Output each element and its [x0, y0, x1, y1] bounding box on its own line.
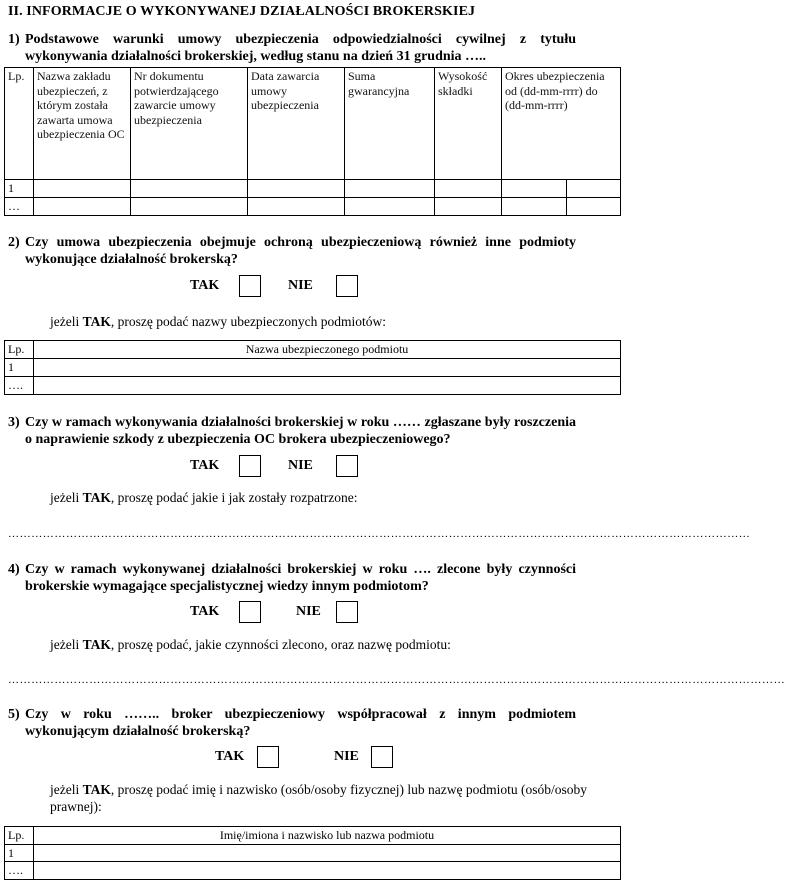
cell-premium[interactable] [435, 180, 502, 198]
col-header-period: Okres ubezpieczenia od (dd-mm-rrrr) do (dd-mm-rrrr) [502, 68, 621, 180]
question-number: 4) [8, 562, 20, 577]
cell-premium[interactable] [435, 198, 502, 216]
question-3 [8, 414, 576, 448]
question-4 [8, 561, 576, 595]
instruction-emphasis: TAK [82, 637, 111, 652]
table-row [5, 862, 621, 880]
col-header-date: Data zawarcia umowy ubezpieczenia [248, 68, 345, 180]
cell-insurer[interactable] [34, 198, 131, 216]
col-header-lp: Lp. [5, 341, 34, 359]
instruction-text: , proszę podać imię i nazwisko (osób/osoby fizycznej) lub nazwę podmiotu (osób/osoby prawnej): [50, 782, 588, 814]
yes-checkbox[interactable] [239, 455, 261, 477]
instruction-emphasis: TAK [82, 782, 111, 797]
question-number: 5) [8, 707, 20, 722]
cell-period-to[interactable] [567, 198, 621, 216]
no-label: NIE [296, 604, 321, 619]
cell-document[interactable] [131, 198, 248, 216]
instruction-emphasis: TAK [82, 490, 111, 505]
col-header-lp: Lp. [5, 827, 34, 845]
question-1 [8, 31, 576, 65]
cell-sum[interactable] [345, 180, 435, 198]
col-header-person-or-entity: Imię/imiona i nazwisko lub nazwa podmiotu [34, 827, 621, 845]
col-header-premium: Wysokość składki [435, 68, 502, 180]
cell-person-or-entity[interactable] [34, 862, 621, 880]
table-row [5, 198, 621, 216]
cell-date[interactable] [248, 180, 345, 198]
question-2 [8, 234, 576, 268]
follow-up-instruction [50, 313, 386, 330]
cell-sum[interactable] [345, 198, 435, 216]
instruction-emphasis: TAK [82, 314, 111, 329]
yes-label: TAK [190, 604, 220, 619]
yes-label: TAK [190, 458, 220, 473]
cell-period-from[interactable] [502, 198, 567, 216]
row-number: 1 [5, 359, 34, 377]
cell-period-to[interactable] [567, 180, 621, 198]
no-label: NIE [334, 749, 359, 764]
col-header-insurer: Nazwa zakładu ubezpieczeń, z którym została zawarta umowa ubezpieczenia OC [34, 68, 131, 180]
cell-entity-name[interactable] [34, 359, 621, 377]
row-number: …. [5, 862, 34, 880]
follow-up-instruction [50, 489, 358, 506]
table-row [5, 844, 621, 862]
table-row [5, 359, 621, 377]
question-text: Czy w ramach wykonywania działalności brokerskiej w roku …… zgłaszane były roszczenia o naprawienie szkody z ubezpieczenia OC brokera ubezpieczeniowego? [25, 415, 576, 447]
table-row [5, 180, 621, 198]
instruction-text: , proszę podać jakie i jak zostały rozpatrzone: [110, 490, 358, 505]
section-title: II. INFORMACJE O WYKONYWANEJ DZIAŁALNOŚCI BROKERSKIEJ [8, 4, 476, 19]
question-text: Czy w ramach wykonywanej działalności brokerskiej w roku …. zlecone były czynności brokerskie wymagające specjalistycznej wiedzy innym podmiotom? [25, 562, 576, 594]
row-number: 1 [5, 844, 34, 862]
instruction-text: jeżeli [50, 637, 83, 652]
cell-insurer[interactable] [34, 180, 131, 198]
no-checkbox[interactable] [336, 455, 358, 477]
instruction-text: jeżeli [50, 490, 83, 505]
row-number: 1 [5, 180, 34, 198]
cell-period-from[interactable] [502, 180, 567, 198]
cell-entity-name[interactable] [34, 377, 621, 395]
row-number: …. [5, 377, 34, 395]
question-number: 1) [8, 32, 20, 47]
yes-checkbox[interactable] [239, 275, 261, 297]
yes-label: TAK [215, 749, 245, 764]
question-number: 2) [8, 235, 20, 250]
question-number: 3) [8, 415, 20, 430]
yes-checkbox[interactable] [239, 601, 261, 623]
yes-label: TAK [190, 278, 220, 293]
instruction-text: jeżeli [50, 314, 83, 329]
question-text: Czy umowa ubezpieczenia obejmuje ochroną ubezpieczeniową również inne podmioty wykonujące działalność brokerską? [25, 235, 576, 267]
answer-dotted-line[interactable]: ………………………………………………………………………………………………………………………………………………………………………………… [8, 674, 785, 686]
col-header-sum: Suma gwarancyjna [345, 68, 435, 180]
col-header-lp: Lp. [5, 68, 34, 180]
yes-checkbox[interactable] [257, 746, 279, 768]
no-checkbox[interactable] [336, 275, 358, 297]
instruction-text: jeżeli [50, 782, 83, 797]
row-number: … [5, 198, 34, 216]
instruction-text: , proszę podać nazwy ubezpieczonych podmiotów: [110, 314, 387, 329]
table-row [5, 377, 621, 395]
cell-document[interactable] [131, 180, 248, 198]
col-header-document: Nr dokumentu potwierdzającego zawarcie umowy ubezpieczenia [131, 68, 248, 180]
insured-entities-table [4, 340, 621, 395]
no-checkbox[interactable] [371, 746, 393, 768]
instruction-text: , proszę podać, jakie czynności zlecono, oraz nazwę podmiotu: [110, 637, 451, 652]
cell-person-or-entity[interactable] [34, 844, 621, 862]
answer-dotted-line[interactable]: ………………………………………………………………………………………………………………………………………………………………………… [8, 528, 751, 540]
question-5 [8, 706, 576, 740]
question-text: Czy w roku …….. broker ubezpieczeniowy współpracował z innym podmiotem wykonującym działalność brokerską? [25, 707, 576, 739]
follow-up-instruction [50, 636, 451, 653]
question-text: Podstawowe warunki umowy ubezpieczenia odpowiedzialności cywilnej z tytułu wykonywania działalności brokerskiej, według stanu na dzień 31 grudnia ….. [25, 32, 576, 64]
follow-up-instruction [50, 781, 590, 815]
cell-date[interactable] [248, 198, 345, 216]
insurance-terms-table [4, 67, 621, 216]
col-header-entity-name: Nazwa ubezpieczonego podmiotu [34, 341, 621, 359]
no-label: NIE [288, 278, 313, 293]
no-checkbox[interactable] [336, 601, 358, 623]
no-label: NIE [288, 458, 313, 473]
cooperating-entities-table [4, 826, 621, 880]
